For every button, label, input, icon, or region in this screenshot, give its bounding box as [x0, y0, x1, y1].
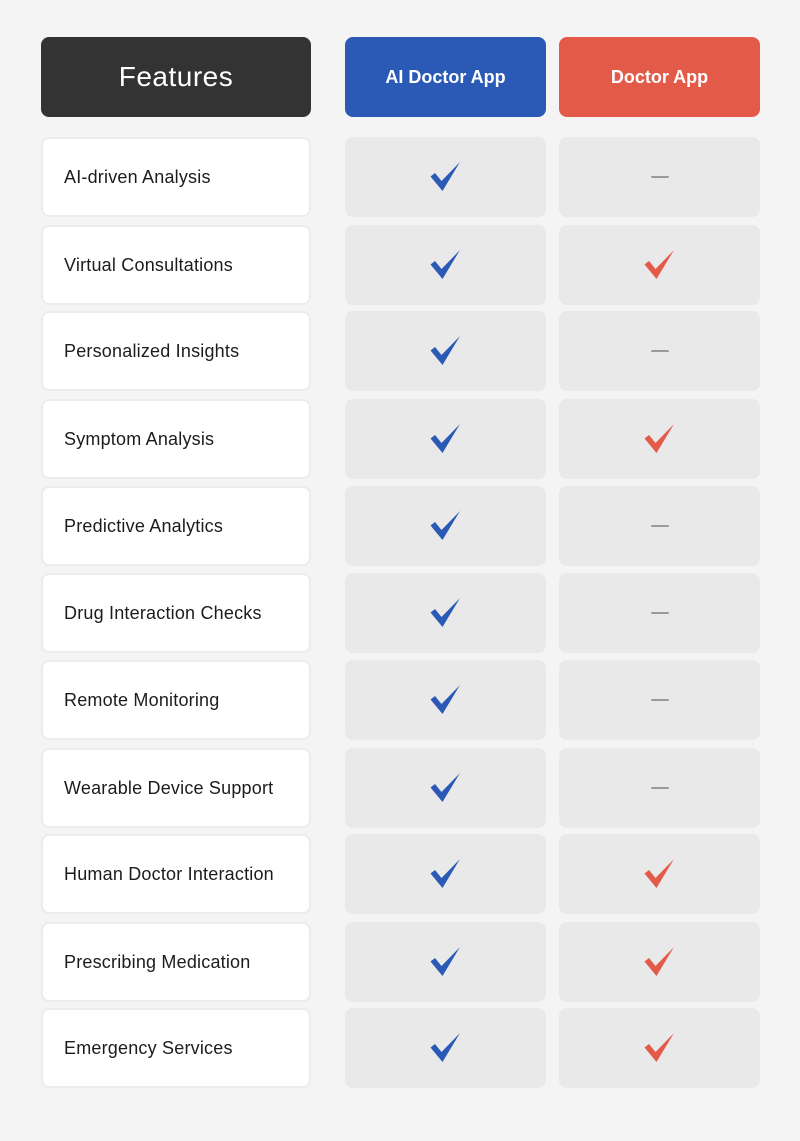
doctor-app-header: Doctor App: [559, 37, 760, 117]
feature-label: Virtual Consultations: [41, 225, 311, 305]
checkmark-icon: [643, 1032, 677, 1064]
dash-icon: [651, 176, 669, 178]
checkmark-icon: [429, 858, 463, 890]
dash-icon: [651, 787, 669, 789]
checkmark-icon: [429, 510, 463, 542]
checkmark-icon: [429, 946, 463, 978]
ai-doctor-app-cell: [345, 399, 546, 479]
table-row: [0, 399, 800, 479]
features-header: Features: [41, 37, 311, 117]
checkmark-icon: [429, 335, 463, 367]
ai-doctor-app-cell: [345, 922, 546, 1002]
feature-label: Prescribing Medication: [41, 922, 311, 1002]
doctor-app-cell: [559, 311, 760, 391]
doctor-app-cell: [559, 225, 760, 305]
checkmark-icon: [643, 249, 677, 281]
table-row: [0, 660, 800, 740]
checkmark-icon: [643, 423, 677, 455]
checkmark-icon: [429, 423, 463, 455]
feature-label: Symptom Analysis: [41, 399, 311, 479]
dash-icon: [651, 525, 669, 527]
dash-icon: [651, 699, 669, 701]
checkmark-icon: [429, 597, 463, 629]
doctor-app-cell: [559, 573, 760, 653]
doctor-app-cell: [559, 399, 760, 479]
doctor-app-cell: [559, 137, 760, 217]
feature-label: Remote Monitoring: [41, 660, 311, 740]
checkmark-icon: [429, 1032, 463, 1064]
doctor-app-cell: [559, 486, 760, 566]
table-row: [0, 748, 800, 828]
table-row: [0, 834, 800, 914]
doctor-app-cell: [559, 748, 760, 828]
ai-doctor-app-cell: [345, 573, 546, 653]
feature-label: Drug Interaction Checks: [41, 573, 311, 653]
ai-doctor-app-cell: [345, 660, 546, 740]
checkmark-icon: [429, 772, 463, 804]
ai-doctor-app-header: AI Doctor App: [345, 37, 546, 117]
table-row: [0, 922, 800, 1002]
checkmark-icon: [643, 858, 677, 890]
checkmark-icon: [429, 161, 463, 193]
doctor-app-cell: [559, 1008, 760, 1088]
checkmark-icon: [429, 249, 463, 281]
dash-icon: [651, 350, 669, 352]
doctor-app-cell: [559, 922, 760, 1002]
ai-doctor-app-cell: [345, 311, 546, 391]
feature-label: Personalized Insights: [41, 311, 311, 391]
table-row: [0, 225, 800, 305]
doctor-app-cell: [559, 660, 760, 740]
feature-label: Wearable Device Support: [41, 748, 311, 828]
feature-label: Emergency Services: [41, 1008, 311, 1088]
ai-doctor-app-cell: [345, 1008, 546, 1088]
table-row: [0, 486, 800, 566]
table-row: [0, 311, 800, 391]
feature-label: Human Doctor Interaction: [41, 834, 311, 914]
checkmark-icon: [429, 684, 463, 716]
ai-doctor-app-cell: [345, 486, 546, 566]
feature-label: Predictive Analytics: [41, 486, 311, 566]
table-row: [0, 573, 800, 653]
ai-doctor-app-cell: [345, 225, 546, 305]
ai-doctor-app-cell: [345, 748, 546, 828]
table-row: [0, 137, 800, 217]
feature-label: AI-driven Analysis: [41, 137, 311, 217]
doctor-app-cell: [559, 834, 760, 914]
ai-doctor-app-cell: [345, 137, 546, 217]
table-row: [0, 1008, 800, 1088]
dash-icon: [651, 612, 669, 614]
ai-doctor-app-cell: [345, 834, 546, 914]
checkmark-icon: [643, 946, 677, 978]
